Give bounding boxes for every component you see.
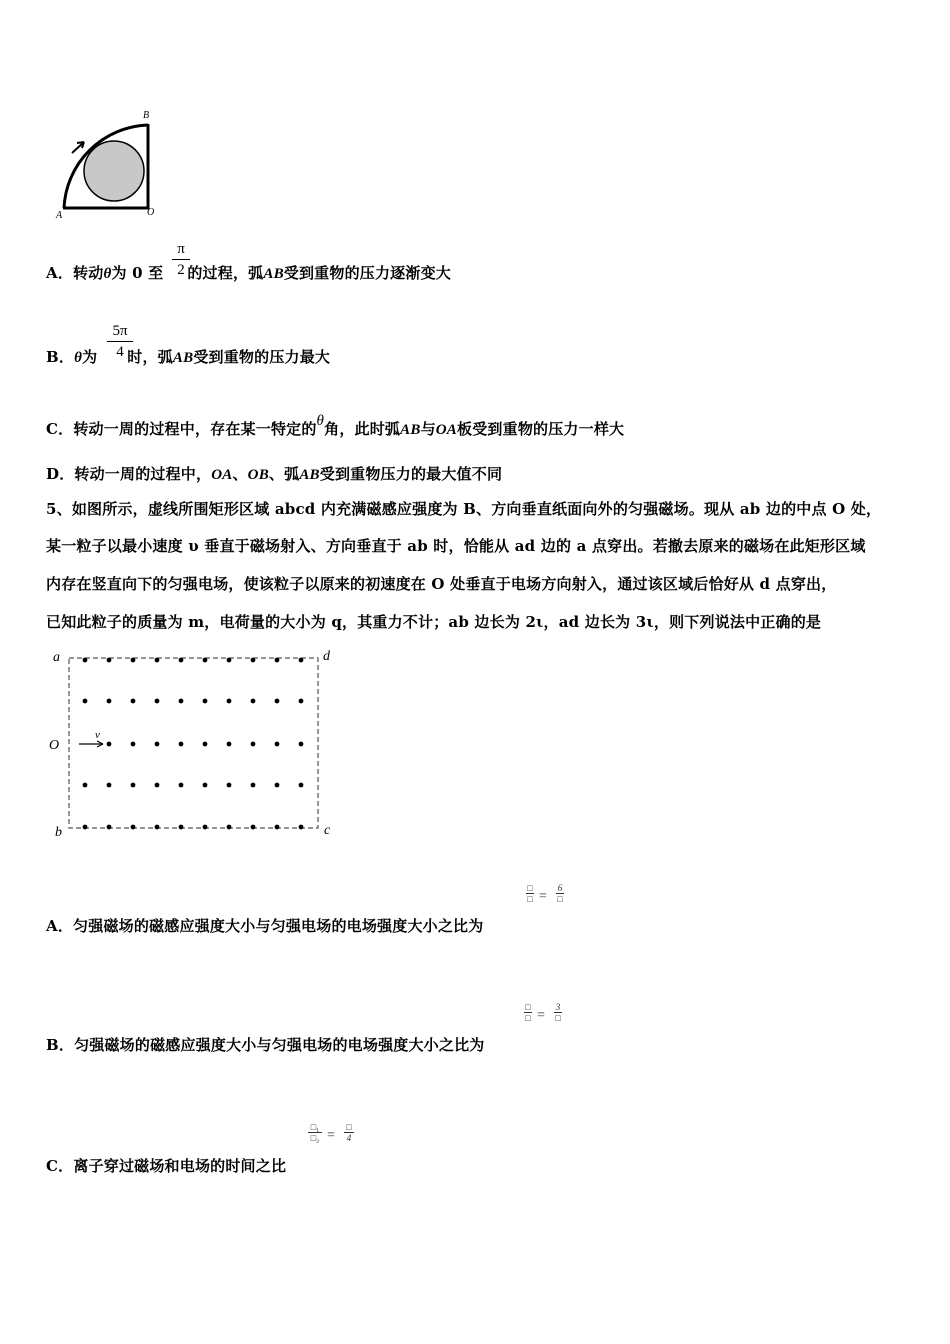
field-dot xyxy=(107,783,112,788)
option-text: 与 xyxy=(420,420,436,438)
field-dot xyxy=(299,742,304,747)
field-dot xyxy=(131,699,136,704)
option-text: 受到重物的压力最大 xyxy=(193,348,331,366)
option-b-prev xyxy=(46,346,330,367)
field-dot xyxy=(203,699,208,704)
option-text: 为 0 至 xyxy=(111,264,164,282)
question-5-line-1: 5、如图所示，虚线所围矩形区域 abcd 内充满磁感应强度为 B、方向垂直纸面向外的匀强磁场。现从 ab 边的中点 O 处， xyxy=(46,500,882,518)
option-text: C．转动一周的过程中，存在某一特定的 xyxy=(46,420,317,438)
label-c-corner: c xyxy=(324,823,331,838)
option-text: 的过程，弧 xyxy=(187,264,264,282)
label-d-corner: d xyxy=(323,649,330,664)
quarter-circle-figure xyxy=(50,105,165,223)
field-dot xyxy=(107,699,112,704)
fraction-5pi-over-4: 5π 4 xyxy=(107,322,133,361)
arc-label: AB xyxy=(172,350,194,366)
option-c-prev xyxy=(46,413,625,439)
option-text: A．转动 xyxy=(46,264,104,282)
label-b: B xyxy=(143,110,150,121)
label-v: v xyxy=(95,729,100,741)
field-dot xyxy=(179,658,184,663)
magnetic-field-figure xyxy=(45,645,345,845)
field-dot xyxy=(83,825,88,830)
option-text: 、 xyxy=(232,465,248,483)
field-dot xyxy=(203,742,208,747)
field-dot xyxy=(83,783,88,788)
answer-5c-formula: □₁ □₂ = □ 4 xyxy=(308,1122,360,1152)
field-dot xyxy=(299,825,304,830)
field-dot xyxy=(131,783,136,788)
label-o-point: O xyxy=(49,738,60,753)
dashed-region-abcd xyxy=(69,658,318,828)
rotation-arrow-icon xyxy=(72,142,84,153)
option-text: 角，此时弧 xyxy=(324,420,401,438)
field-dot xyxy=(107,742,112,747)
option-text: D．转动一周的过程中， xyxy=(46,465,212,483)
answer-5a-formula: □ □ = 6 □ xyxy=(527,883,563,904)
board-label: OB xyxy=(247,467,269,483)
field-dot xyxy=(107,825,112,830)
option-text: 、弧 xyxy=(268,465,300,483)
option-text: 板受到重物的压力一样大 xyxy=(457,420,625,438)
question-5-line-3: 内存在竖直向下的匀强电场，使该粒子以原来的初速度在 O 处垂直于电场方向射入，通过该区域后恰好从 d 点穿出， xyxy=(46,575,837,593)
field-dot xyxy=(251,742,256,747)
question-5-line-2: 某一粒子以最小速度 υ 垂直于磁场射入、方向垂直于 ab 时，恰能从 ad 边的 a 点穿出。若撤去原来的磁场在此矩形区域 xyxy=(46,537,866,555)
field-dot xyxy=(131,825,136,830)
theta-symbol: θ xyxy=(103,266,112,282)
field-dots xyxy=(83,658,304,830)
field-dot xyxy=(299,699,304,704)
arc-label: AB xyxy=(263,266,284,282)
label-b-corner: b xyxy=(55,825,62,840)
option-text: B． xyxy=(46,348,75,366)
field-dot xyxy=(155,742,160,747)
field-dot xyxy=(227,825,232,830)
field-dot xyxy=(275,825,280,830)
field-dot xyxy=(251,783,256,788)
field-dot xyxy=(203,825,208,830)
field-dot xyxy=(227,699,232,704)
field-dot xyxy=(155,699,160,704)
field-dot xyxy=(227,658,232,663)
field-dot xyxy=(299,783,304,788)
field-dot xyxy=(203,658,208,663)
field-dot xyxy=(155,825,160,830)
field-dot xyxy=(275,742,280,747)
option-text: 为 xyxy=(82,348,98,366)
answer-5a: A．匀强磁场的磁感应强度大小与匀强电场的电场强度大小之比为 xyxy=(46,917,484,935)
field-dot xyxy=(251,658,256,663)
answer-5b: B．匀强磁场的磁感应强度大小与匀强电场的电场强度大小之比为 xyxy=(46,1036,485,1054)
field-dot xyxy=(179,783,184,788)
field-dot xyxy=(251,699,256,704)
field-dot xyxy=(275,783,280,788)
field-dot xyxy=(179,699,184,704)
field-dot xyxy=(179,742,184,747)
theta-symbol: θ xyxy=(74,350,83,366)
heavy-ball xyxy=(84,141,144,201)
field-dot xyxy=(131,658,136,663)
field-dot xyxy=(299,658,304,663)
theta-symbol: θ xyxy=(316,413,325,429)
field-dot xyxy=(131,742,136,747)
field-dot xyxy=(251,825,256,830)
field-dot xyxy=(227,783,232,788)
field-dot xyxy=(155,783,160,788)
label-a-corner: a xyxy=(53,650,60,665)
arc-label: AB xyxy=(299,467,320,483)
field-dot xyxy=(83,699,88,704)
option-text: 时，弧 xyxy=(127,348,173,366)
answer-5c: C．离子穿过磁场和电场的时间之比 xyxy=(46,1157,287,1175)
field-dot xyxy=(107,658,112,663)
option-a-prev xyxy=(46,262,451,283)
option-text: 受到重物压力的最大值不同 xyxy=(319,465,503,483)
label-a: A xyxy=(56,210,63,221)
fraction-pi-over-2: π 2 xyxy=(172,240,190,279)
question-5-line-4: 已知此粒子的质量为 m，电荷量的大小为 q，其重力不计；ab 边长为 2ι，ad 边长为 3ι，则下列说法中正确的是 xyxy=(46,613,822,631)
label-o: O xyxy=(147,207,155,218)
option-text: 受到重物的压力逐渐变大 xyxy=(283,264,451,282)
arc-label: AB xyxy=(400,422,421,438)
field-dot xyxy=(203,783,208,788)
answer-5b-formula: □ □ = 3 □ xyxy=(525,1002,561,1023)
board-label: OA xyxy=(435,422,458,438)
option-d-prev xyxy=(46,463,502,484)
field-dot xyxy=(179,825,184,830)
field-dot xyxy=(155,658,160,663)
field-dot xyxy=(227,742,232,747)
field-dot xyxy=(275,658,280,663)
field-dot xyxy=(275,699,280,704)
field-dot xyxy=(83,658,88,663)
board-label: OA xyxy=(211,467,233,483)
